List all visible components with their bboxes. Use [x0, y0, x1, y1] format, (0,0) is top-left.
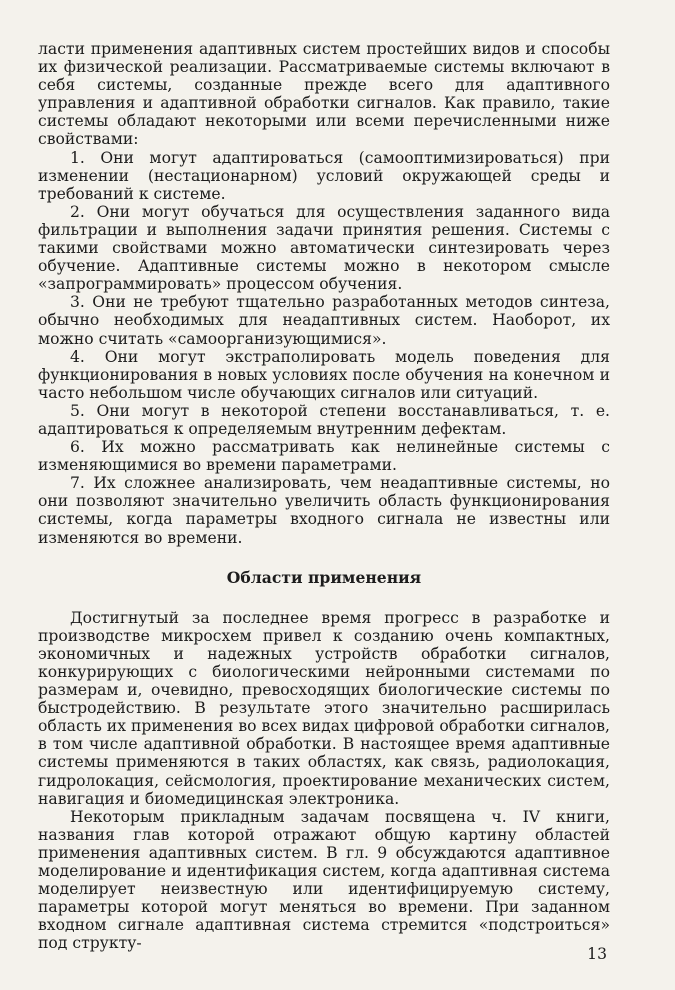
intro-paragraph: ласти применения адаптивных систем простейших видов и способы их физической реализации. Рассматриваемые системы включают в себя системы, созданные прежде всего для адаптивного управления и адаптивной обработки сигналов. Как правило, такие системы обладают некоторыми или всеми перечисленными ниже свойствами: [38, 40, 610, 149]
page-body [38, 40, 610, 953]
property-item-6: 6. Их можно рассматривать как нелинейные системы с изменяющимися во времени параметрами. [38, 438, 610, 475]
property-item-2: 2. Они могут обучаться для осуществления заданного вида фильтрации и выполнения задачи принятия решения. Системы с такими свойствами можно автоматически синтезировать через обучение. Адаптивные системы можно в некотором смысле «запрограммировать» процессом обучения. [38, 202, 610, 294]
property-item-1: 1. Они могут адаптироваться (самооптимизироваться) при изменении (нестационарном) условий окружающей среды и требований к системе. [38, 148, 610, 203]
property-item-3: 3. Они не требуют тщательно разработанных методов синтеза, обычно необходимых для неадаптивных систем. Наоборот, их можно считать «самоорганизующимися». [38, 293, 610, 348]
property-item-7: 7. Их сложнее анализировать, чем неадаптивные системы, но они позволяют значительно увеличить область функционирования системы, когда параметры входного сигнала не известны или изменяются во времени. [38, 474, 610, 547]
page-number: 13 [587, 945, 607, 963]
properties-list [38, 149, 610, 547]
section-title: Области применения [226, 567, 422, 587]
section-paragraph-1: Достигнутый за последнее время прогресс в разработке и производстве микросхем привел к созданию очень компактных, экономичных и надежных устройств обработки сигналов, конкурирующих с биологическими нейронными системами по размерам и, очевидно, превосходящих биологические системы по быстродействию. В результате этого значительно расширилась область их применения во всех видах цифровой обработки сигналов, в том числе адаптивной обработки. В настоящее время адаптивные системы применяются в таких областях, как связь, радиолокация, гидролокация, сейсмология, проектирование механических систем, навигация и биомедицинская электроника. [38, 608, 610, 808]
property-item-4: 4. Они могут экстраполировать модель поведения для функционирования в новых условиях после обучения на конечном и часто небольшом числе обучающих сигналов или ситуаций. [38, 347, 610, 402]
section-paragraph-2: Некоторым прикладным задачам посвящена ч. IV книги, названия глав которой отражают общую картину областей применения адаптивных систем. В гл. 9 обсуждаются адаптивное моделирование и идентификация систем, когда адаптивная система моделирует неизвестную или идентифицируемую систему, параметры которой могут меняться во времени. При заданном входном сигнале адаптивная система стремится «подстроиться» под структу- [38, 807, 610, 953]
property-item-5: 5. Они могут в некоторой степени восстанавливаться, т. е. адаптироваться к определяемым внутренним дефектам. [38, 401, 610, 438]
